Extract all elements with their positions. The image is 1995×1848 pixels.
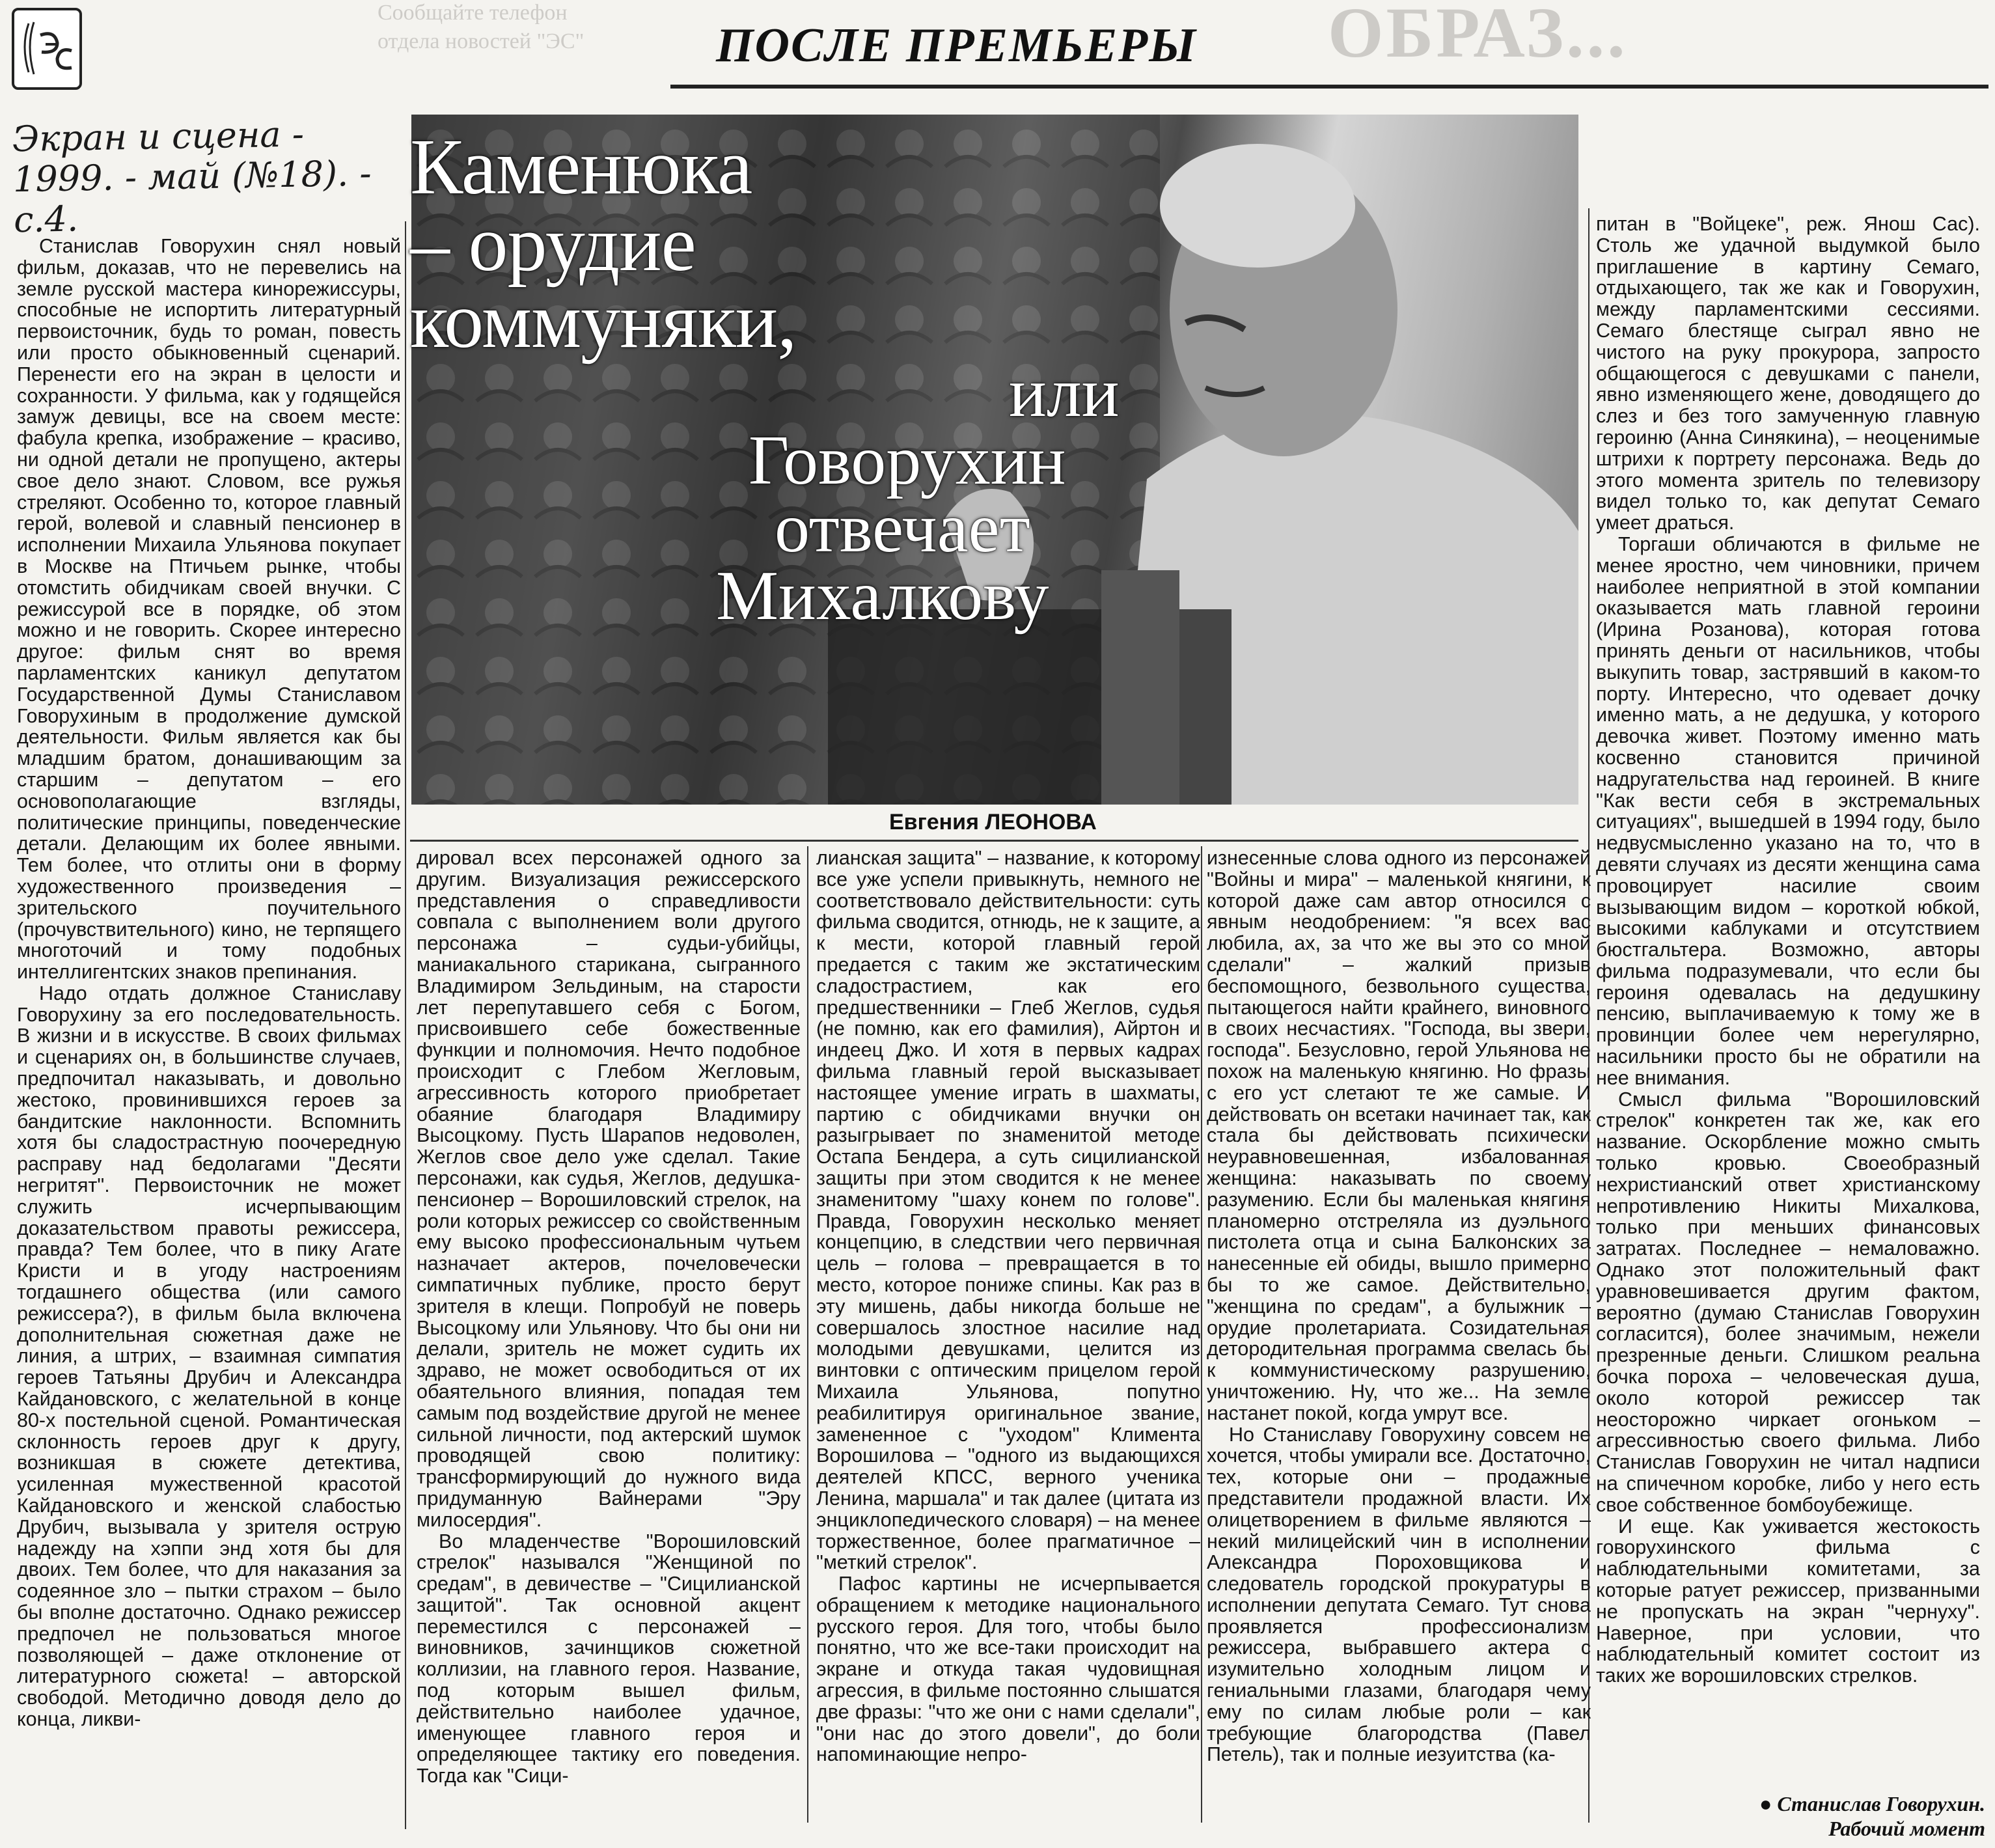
article-column-1 (17, 236, 401, 1730)
headline-line: Говорухин (749, 422, 1066, 499)
column-rule (410, 840, 1578, 842)
paragraph: Но Станиславу Говорухину совсем не хочется, чтобы умирали все. Достаточно, тех, которые они – продажные представители продажной власти. Их олицетворением в фильме являются – некий милицейский чин в исполнении Александра Пороховщикова и следователь городской прокуратуры в исполнении депутата Семаго. Тут снова проявляется профессионализм режиссера, выбравшего актера с изумительно холодным лицом и гениальными глазами, благодаря чему ему по силам любые роли – как требующие благородства (Павел Петель), так и полные иезуитства (ка- (1207, 1423, 1591, 1766)
paragraph: И еще. Как уживается жестокость говорухинского фильма с наблюдательными комитетами, за которые ратует режиссер, призванными не пропускать на экран "чернуху". Наверное, при условии, что наблюдательный комитет состоит из таких же ворошиловских стрелков. (1596, 1515, 1980, 1687)
paragraph: лианская защита" – название, к которому все уже успели привыкнуть, немного не соответствовало действительности: суть фильма сводится, отнюдь, не к защите, а к мести, которой главный герой предается с таким же экстатическим сладострастием, как его предшественники – Глеб Жеглов, судья (не помню, как его фамилия), Айртон и индеец Джо. И хотя в первых кадрах фильма главный герой высказывает настоящее умение играть в шахматы, партию с обидчиками внучки он разыгрывает по знаменитой методе Остапа Бендера, а суть сицилианской защиты при этом сводится к не менее знаменитому "шаху конем по голове". Правда, Говорухин несколько меняет концепцию, в следствии чего первичная цель – голова – превращается в то место, которое пониже спины. Как раз в эту мишень, дабы никогда больше не совершалось злостное насилие над молодыми девушками, целится из винтовки с оптическим прицелом герой Михаила Ульянова, попутно реабилитируя оригинальное звание, замененное с "уходом" Климента Ворошилова – "одного из выдающихся деятелей КПСС, верного ученика Ленина, маршала" и так далее (цитата из энциклопедического словаря) – на менее торжественное, более прагматичное – "меткий стрелок". (816, 847, 1200, 1574)
paragraph: дировал всех персонажей одного за другим. Визуализация режиссерского представления о справедливости совпала с выполнением воли другого персонажа – судьи-убийцы, маниакального старикана, сыгранного Владимиром Зельдиным, на старости лет перепутавшего себя с Богом, присвоившего себе божественные функции и полномочия. Нечто подобное происходит с Глебом Жегловым, агрессивность которого приобретает обаяние благодаря Владимиру Высоцкому. Пусть Шарапов недоволен, Жеглов свое дело уже сделал. Такие персонажи, как судья, Жеглов, дедушка-пенсионер – Ворошиловский стрелок, на роли которых режиссер со свойственным ему высоко профессиональным чутьем назначает актеров, почеловечески симпатичных публике, просто берут зрителя в клещи. Попробуй не поверь Высоцкому или Ульянову. Что бы они ни делали, зритель не может судить их здраво, не может освободиться от их обаятельного влияния, попадая тем самым под воздействие другой не менее сильной личности, под актерский шумок проводящей свою политику: трансформирующий до нужного вида придуманную Вайнерами "Эру милосердия". (417, 847, 801, 1531)
caption-line: ● Станислав Говорухин. (1759, 1792, 1985, 1815)
column-rule (1201, 846, 1202, 1823)
paragraph: питан в "Войцеке", реж. Янош Сас). Столь же удачной выдумкой было приглашение в картину Семаго, отдыхающего, так же как и Говорухин, между парламентскими сессиями. Семаго блестяще сыграл явно не чистого на руку прокурора, запросто общающегося с девушками с панели, явно изменяющего жене, доводящего до слез и без того замученную главную героиню (Анна Синякина), – неоценимые штрихи к портрету персонажа. Ведь до этого момента зритель по телевизору видел только то, как депутат Семаго умеет драться. (1596, 213, 1980, 534)
headline-line: Михалкову (716, 557, 1049, 635)
headline-line: отвечает (775, 490, 1030, 567)
paragraph: Торгаши обличаются в фильме не менее яростно, чем чиновники, причем наиболее неприятной в этой компании оказывается мать главной героини (Ирина Розанова), которая готова принять деньги от насильников, чтобы выкупить товар, застрявший в каком-то порту. Интересно, что одевает дочку именно мать, а не дедушка, у которого девочка живет. Поэтому именно мать косвенно становится причиной надругательства над героиней. В книге "Как вести себя в экстремальных ситуациях", вышедшей в 1994 году, было недвусмысленно указано на то, что в девяти случаях из десяти женщина сама провоцирует насилие своим вызывающим видом – короткой юбкой, высокими каблуками и отсутствием бюстгальтера. Возможно, авторы фильма подразумевали, что если бы героиня одевалась на дедушкину пенсию, выплачиваемую к тому же в провинции более чем нерегулярно, насильники просто бы не обратили на нее внимания. (1596, 532, 1980, 1089)
handwritten-line: 1999. - май (№18). - (12, 152, 372, 200)
handwritten-line: Экран и сцена - (12, 113, 305, 160)
headline-line: коммуняки, (410, 277, 797, 365)
paragraph: Пафос картины не исчерпывается обращением к методике национального русского героя. Для того, чтобы было понятно, что же все-таки происходит на экране и откуда такая чудовищная агрессия, в фильме постоянно слышатся две фразы: "что же они с нами сделали", "они нас до этого довели", до боли напоминающие непро- (816, 1573, 1200, 1766)
article-column-5 (1596, 214, 1980, 1687)
section-rubric: ПОСЛЕ ПРЕМЬЕРЫ (716, 19, 1197, 72)
bleed-line: Сообщайте телефон (378, 1, 568, 25)
column-rule (807, 846, 808, 1823)
headline-line: – орудие (410, 200, 696, 288)
headline-line: или (1009, 354, 1120, 432)
photo-caption (1699, 1791, 1985, 1841)
bleed-line: отдела новостей "ЭС" (378, 29, 585, 53)
paragraph: Во младенчестве "Ворошиловский стрелок" назывался "Женщиной по средам", в девичестве – "Сицилианской защитой". Так основной акцент переместился с персонажей – виновников, зачинщиков сюжетной коллизии, на главного героя. Название, под которым вышел фильм, действительно наиболее удачное, именующее главного героя и определяющее тактику его поведения. Тогда как "Сици- (417, 1530, 801, 1787)
article-column-2 (417, 848, 801, 1787)
article-column-4 (1207, 848, 1591, 1765)
article-column-3 (816, 848, 1200, 1765)
author-byline: Евгения ЛЕОНОВА (889, 810, 1097, 834)
paragraph: Смысл фильма "Ворошиловский стрелок" конкретен так же, как его название. Оскорбление можно смыть только кровью. Своеобразный нехристианский ответ христианскому непротивлению Никиты Михалкова, только при меньших финансовых затратах. Последнее – немаловажно. Однако этот положительный факт уравновешивается другим фактом, вероятно (думаю Станислав Говорухин согласится), более значимым, нежели презренные деньги. Слишком реальна бочка пороха – человеческая душа, около которой режиссер так неосторожно чиркает огоньком – агрессивностью своего фильма. Либо Станислав Говорухин не читал надписи на спичечном коробке, либо у него есть свое собственное бомбоубежище. (1596, 1088, 1980, 1516)
handwritten-note (12, 113, 404, 240)
paragraph: Станислав Говорухин снял новый фильм, доказав, что не перевелись на земле русской мастера кинорежиссуры, способные не испортить литературный первоисточник, будь то роман, повесть или просто обыкновенный сценарий. Перенести его на экран в целости и сохранности. У фильма, как у годящейся замуж девицы, все на своем месте: фабула крепка, изображение – красиво, ни одной детали не пропущено, актеры свое дело знают. Словом, все ружья стреляют. Особенно то, которое главный герой, волевой и славный пенсионер в исполнении Михаила Ульянова покупает в Москве на Птичьем рынке, чтобы отомстить обидчикам своей внучки. С режиссурой все в порядке, об этом можно и не говорить. Скорее интересно другое: фильм снят во время парламентских каникул депутатом Государственной Думы Станиславом Говорухиным в продолжение думской деятельности. Фильм является как бы младшим братом, донашивающим за старшим – депутатом – его основополагающие взгляды, политические принципы, поведенческие детали. Делающим их более явными. Тем более, что отлиты они в форму художественного произведения – зрительского поучительного (прочувствительного) кино, не терпящего многоточий и тому подобных интеллигентских знаков препинания. (17, 235, 401, 984)
rubric-underline (670, 85, 1988, 89)
article-headline (410, 123, 1126, 635)
paragraph: изнесенные слова одного из персонажей "Войны и мира" – маленькой княгини, к которой даже сам автор относился с явным неодобрением: "я всех вас любила, ах, за что же вы это со мной сделали" – жалкий призыв беспомощного, безвольного существа, пытающегося найти крайнего, виновного в своих несчастиях. "Господа, вы звери, господа". Безусловно, герой Ульянова не похож на маленькую княгиню. Но фразы с его уст слетают те же самые. И действовать он всетаки начинает так, как стала бы действовать психически неуравновешенная, избалованная женщина: наказывать по своему разумению. Если бы маленькая княгиня планомерно отстреляла из дуэльного пистолета отца и сына Балконских за нанесенные ей обиды, вышло примерно бы то же самое. Действительно, "женщина по средам", а булыжник – орудие пролетариата. Созидательная детородительная программа свелась бы к коммунистическому разрушению, уничтожению. Ну, что же... На земле настанет покой, когда умрут все. (1207, 847, 1591, 1424)
newspaper-logo (12, 8, 82, 90)
bleed-line: ОБРАЗ... (1328, 0, 1628, 72)
handwritten-line: с.4. (13, 198, 79, 241)
column-rule (405, 221, 406, 1829)
logo-es-icon (14, 10, 79, 87)
headline-line: Каменюка (410, 123, 752, 211)
paragraph: Надо отдать должное Станиславу Говорухину за его последовательность. В жизни и в искусстве. В своих фильмах и сценариях он, в большинстве случаев, предпочитал наказывать, и довольно жестоко, провинившихся героев за бандитские наклонности. Вспомнить хотя бы сладострастную поочередную расправу над бедолагами "Десяти негритят". Первоисточник не может служить исчерпывающим доказательством правоты режиссера, правда? Тем более, что в пику Агате Кристи и в угоду настроениям тогдашнего общества (или самого режиссера?), в фильм была включена дополнительная сюжетная даже не линия, а штрих, – взаимная симпатия героев Татьяны Друбич и Александра Кайдановского, с желательной в конце 80-х постельной сценой. Романтическая склонность героев друг к другу, возникшая в сюжете детектива, усиленная мужественной красотой Кайдановского и женской слабостью Друбич, вызывала у зрителя острую надежду на хэппи энд хотя бы для двоих. Тем более, что для наказания за содеянное зло – пытки страхом – было бы вполне достаточно. Однако режиссер предпочел не пользоваться многое позволяющей – даже отклонение от литературного сюжета! – авторской свободой. Методично доводя дело до конца, ликви- (17, 982, 401, 1730)
caption-line: Рабочий момент (1828, 1817, 1985, 1840)
